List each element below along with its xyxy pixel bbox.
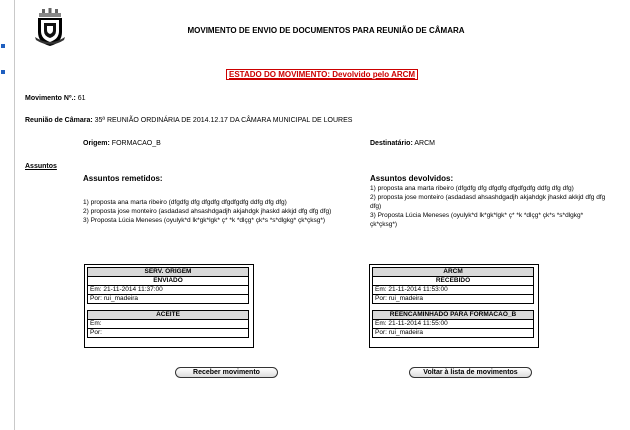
serv-origem-header: SERV. ORIGEM <box>88 268 249 277</box>
serv-origem-em: Em: 21-11-2014 11:37:00 <box>88 286 249 295</box>
list-item: 1) proposta ana marta ribeiro (dfgdfg dfg dfgdfg dfgdfgdfg ddfg dfg dfg) <box>83 199 287 206</box>
movimento-label: Movimento Nº.: <box>25 95 76 102</box>
origem-label: Origem: <box>83 140 110 147</box>
serv-origem-por: Por: rui_madeira <box>88 295 249 304</box>
aceite-header: ACEITE <box>88 311 249 320</box>
serv-origem-table <box>87 267 249 304</box>
page-title: MOVIMENTO DE ENVIO DE DOCUMENTOS PARA REUNIÃO DE CÂMARA <box>187 26 465 35</box>
remetidos-list <box>83 198 331 225</box>
assuntos-section-label: Assuntos <box>25 163 57 170</box>
reuniao-row <box>25 116 352 125</box>
serv-origem-sub: ENVIADO <box>88 277 249 286</box>
receber-movimento-button[interactable]: Receber movimento <box>175 367 278 378</box>
reuniao-label: Reunião de Câmara: <box>25 117 93 124</box>
arcm-table <box>372 267 534 304</box>
arcm-sub: RECEBIDO <box>373 277 534 286</box>
remetidos-title: Assuntos remetidos: <box>83 174 163 183</box>
sidebar-marker <box>1 44 5 48</box>
sidebar-marker <box>1 70 5 74</box>
aceite-table <box>87 310 249 338</box>
reuniao-value: 35ª REUNIÃO ORDINÁRIA DE 2014.12.17 DA CÂMARA MUNICIPAL DE LOURES <box>94 117 353 124</box>
voltar-lista-button[interactable]: Voltar à lista de movimentos <box>409 367 532 378</box>
reencaminhado-table <box>372 310 534 338</box>
movimento-number <box>25 94 86 103</box>
reencaminhado-header: REENCAMINHADO PARA FORMACAO_B <box>373 311 534 320</box>
left-frame-edge <box>0 0 15 430</box>
reencaminhado-em: Em: 21-11-2014 11:55:00 <box>373 320 534 329</box>
list-item: 2) proposta jose monteiro (asdadasd ahsashdgadjh akjahdgk jhaskd akkjd dfg dfg dfg) <box>370 194 606 210</box>
list-item: 2) proposta jose monteiro (asdadasd ahsashdgadjh akjahdgk jhaskd akkjd dfg dfg dfg) <box>83 208 332 215</box>
origem-row <box>83 139 161 148</box>
reencaminhado-por: Por: rui_madeira <box>373 329 534 338</box>
status-banner: ESTADO DO MOVIMENTO: Devolvido pelo ARCM <box>226 69 418 80</box>
devolvidos-list <box>370 184 608 229</box>
arcm-header: ARCM <box>373 268 534 277</box>
destinatario-row <box>370 139 435 148</box>
list-item: 1) proposta ana marta ribeiro (dfgdfg dfg dfgdfg dfgdfgdfg ddfg dfg dfg) <box>370 185 574 192</box>
origem-value: FORMACAO_B <box>111 140 161 147</box>
arcm-por: Por: rui_madeira <box>373 295 534 304</box>
destinatario-label: Destinatário: <box>370 140 413 147</box>
arcm-em: Em: 21-11-2014 11:53:00 <box>373 286 534 295</box>
destinatario-value: ARCM <box>414 140 435 147</box>
aceite-por: Por: <box>88 329 249 338</box>
list-item: 3) Proposta Lúcia Meneses (oyulyk*d lk*gk*lgk* ç* *k *dlçg* çk*s *s*dlgkg* çk*çksg*) <box>83 217 326 224</box>
list-item: 3) Proposta Lúcia Meneses (oyulyk*d lk*gk*lgk* ç* *k *dlçg* çk*s *s*dlgkg* çk*çksg*) <box>370 212 584 228</box>
aceite-em: Em: <box>88 320 249 329</box>
movimento-value: 61 <box>77 95 86 102</box>
devolvidos-title: Assuntos devolvidos: <box>370 174 454 183</box>
